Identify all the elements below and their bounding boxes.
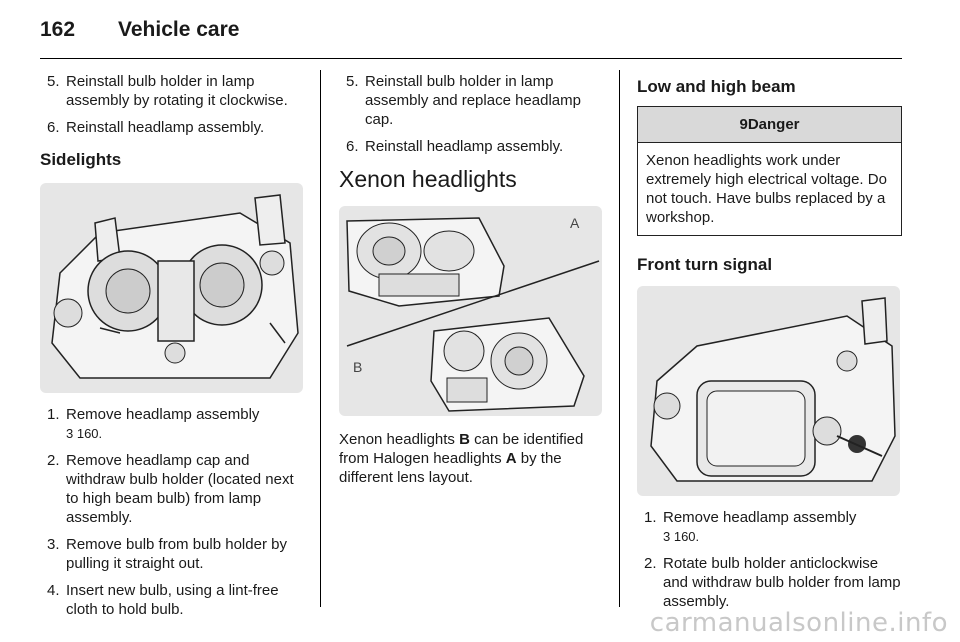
danger-header: 9Danger bbox=[638, 107, 901, 143]
watermark: carmanualsonline.info bbox=[649, 608, 948, 638]
sidelights-illustration bbox=[40, 183, 303, 393]
column-divider bbox=[320, 70, 321, 607]
column-3 bbox=[637, 72, 902, 619]
list-item: 2. Remove headlamp cap and withdraw bulb holder (located next to high beam bulb) from lamp assembly. bbox=[47, 452, 294, 526]
list-item: 6. Reinstall headlamp assembly. bbox=[47, 119, 265, 136]
turn-signal-illustration bbox=[637, 286, 900, 496]
column-divider bbox=[619, 70, 620, 607]
list-item: 4. Insert new bulb, using a lint-free cloth to hold bulb. bbox=[47, 582, 279, 618]
page-number: 162 bbox=[40, 18, 76, 41]
sidelights-steps bbox=[40, 405, 304, 619]
figure-label-b: B bbox=[353, 359, 363, 375]
section-heading-sidelights: Sidelights bbox=[40, 150, 122, 169]
danger-text: Xenon headlights work under extremely high electrical voltage. Do not touch. Have bulbs replaced by a workshop. bbox=[646, 152, 887, 226]
list-item: 1. Remove headlamp assembly 3 160. bbox=[644, 509, 857, 544]
steps-list bbox=[40, 72, 304, 137]
headlamp-rear-drawing bbox=[40, 183, 303, 393]
page-reference: 3 160. bbox=[66, 426, 103, 441]
page-reference: 3 160. bbox=[663, 529, 700, 544]
list-item: 5. Reinstall bulb holder in lamp assembly by rotating it clockwise. bbox=[47, 73, 288, 109]
page-title: Vehicle care bbox=[118, 18, 240, 41]
list-item: 1. Remove headlamp assembly 3 160. bbox=[47, 406, 260, 441]
header-rule bbox=[40, 58, 902, 59]
section-heading-low-high-beam: Low and high beam bbox=[637, 77, 796, 96]
headlamp-comparison-drawing bbox=[339, 206, 602, 416]
figure-label-a: A bbox=[570, 215, 580, 231]
page-header bbox=[40, 18, 239, 42]
list-item: 6. Reinstall headlamp assembly. bbox=[346, 138, 564, 155]
section-heading-front-turn-signal: Front turn signal bbox=[637, 255, 773, 274]
column-2 bbox=[339, 72, 603, 487]
column-1 bbox=[40, 72, 304, 627]
headlamp-turn-drawing bbox=[637, 286, 900, 496]
warning-icon: 9 bbox=[739, 116, 748, 133]
danger-box bbox=[637, 106, 902, 236]
list-item: 2. Rotate bulb holder anticlockwise and withdraw bulb holder from lamp assembly. bbox=[644, 555, 901, 610]
xenon-description: Xenon headlights B can be identified from Halogen headlights A by the different lens layout. bbox=[339, 431, 584, 486]
xenon-comparison-illustration bbox=[339, 206, 602, 416]
list-item: 5. Reinstall bulb holder in lamp assembly and replace headlamp cap. bbox=[346, 73, 581, 128]
list-item: 3. Remove bulb from bulb holder by pulling it straight out. bbox=[47, 536, 287, 572]
turn-signal-steps bbox=[637, 508, 902, 611]
steps-list bbox=[339, 72, 603, 156]
section-heading-xenon: Xenon headlights bbox=[339, 166, 517, 192]
